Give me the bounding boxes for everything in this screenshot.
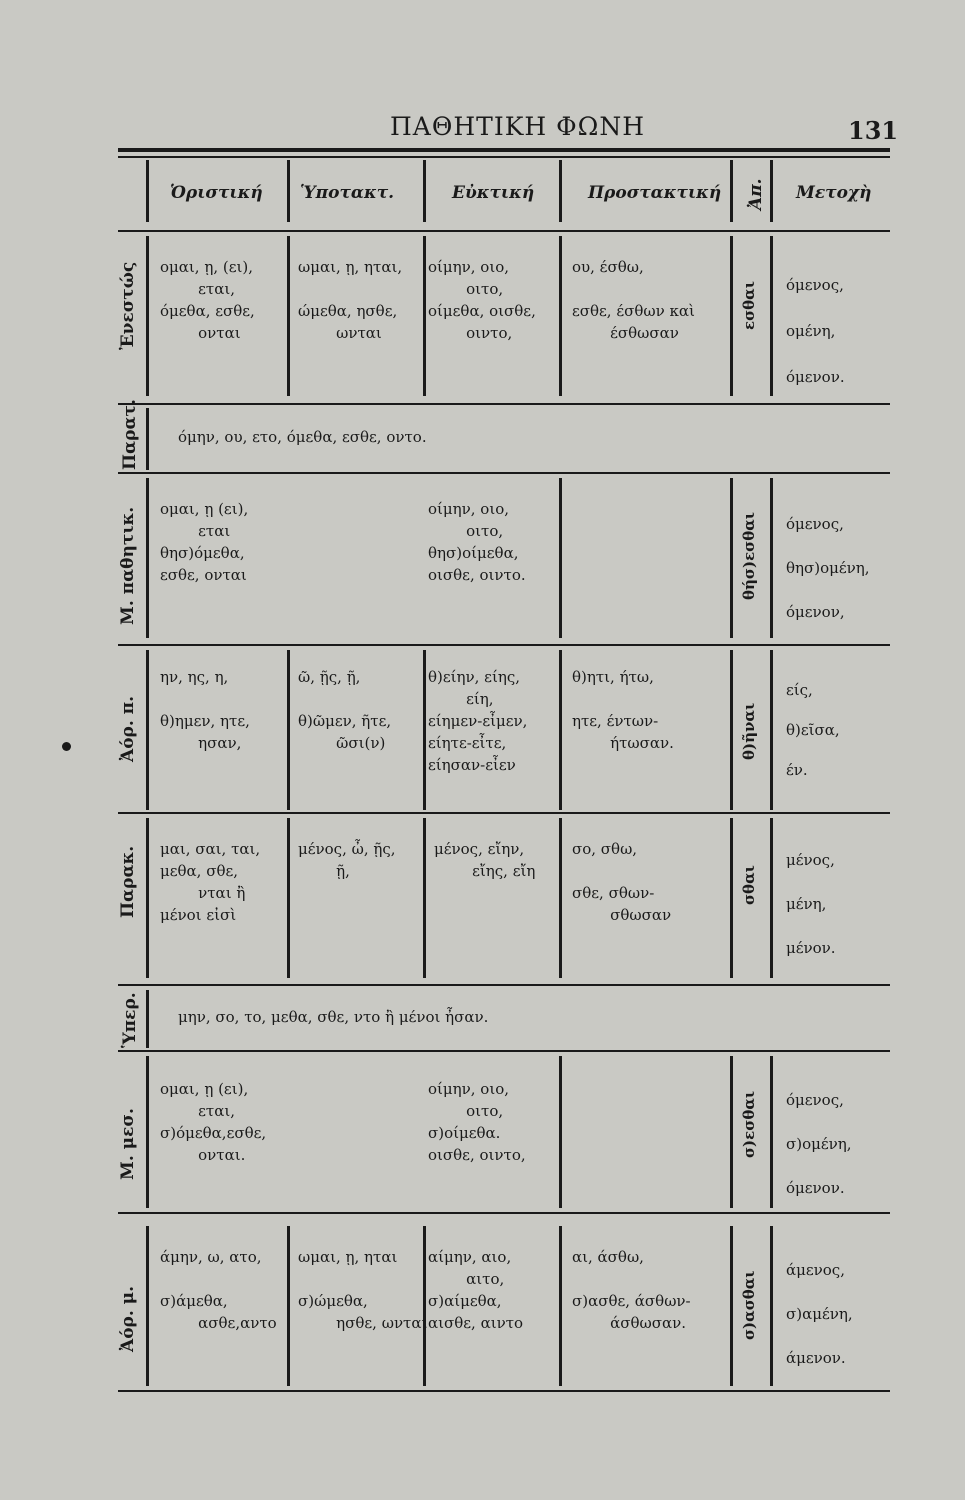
col-line [770, 818, 773, 978]
col-line [146, 236, 149, 396]
aoristos-mes-prostaktiki: αι, άσθω, σ)ασθε, άσθων- άσθωσαν. [572, 1248, 691, 1332]
parakeimenos-metoxi: μένος, μένη, μένον. [786, 851, 836, 957]
row-rule [118, 644, 890, 646]
mellon-mes-metoxi: όμενος, σ)ομένη, όμενον. [786, 1091, 852, 1197]
parakeimenos-prostaktiki: σο, σθω, σθε, σθων- σθωσαν [572, 840, 672, 924]
col-line [146, 1056, 149, 1208]
enestos-oristiki: ομαι, ῃ, (ει), εται, όμεθα, εσθε, ονται [160, 258, 255, 342]
row-rule [118, 1050, 890, 1052]
mellon-path-oristiki: ομαι, ῃ (ει), εται θησ)όμεθα, εσθε, ονται [160, 500, 249, 584]
aoristos-path-oristiki: ην, ης, η, θ)ημεν, ητε, ησαν, [160, 668, 250, 752]
header-oristiki: Ὁριστική [170, 183, 263, 203]
bottom-rule [118, 1390, 890, 1392]
col-line [730, 478, 733, 638]
col-line-1 [146, 160, 149, 222]
aoristos-mes-ypotakt: ωμαι, ῃ, ηται σ)ώμεθα, ησθε, ωνται [298, 1248, 428, 1332]
col-line [730, 1056, 733, 1208]
col-line-2 [287, 160, 290, 222]
enestos-ypotakt: ωμαι, ῃ, ηται, ώμεθα, ησθε, ωνται [298, 258, 403, 342]
header-prostaktiki: Προστακτική [588, 183, 722, 203]
aoristos-path-ypotakt: ῶ, ῇς, ῇ, θ)ῶμεν, ῆτε, ῶσι(ν) [298, 668, 392, 752]
header-bottom-rule [118, 230, 890, 232]
mellon-path-apar: θήσ)εσθαι [740, 511, 758, 600]
enestos-metoxi: όμενος, ομένη, όμενον. [786, 276, 845, 386]
col-line [559, 818, 562, 978]
col-line [770, 1056, 773, 1208]
top-rule-2 [118, 156, 890, 158]
col-line-6 [770, 160, 773, 222]
col-line [559, 1226, 562, 1386]
ypersyntelikos-line: μην, σο, το, μεθα, σθε, ντο ἢ μένοι ἦσαν. [178, 1008, 489, 1026]
row-label-ypersyntelikos: Ὑπερ. [120, 992, 140, 1048]
col-line [559, 236, 562, 396]
col-line [287, 818, 290, 978]
col-line [770, 478, 773, 638]
col-line [559, 650, 562, 810]
row-label-paratatikos: Παρατ. [120, 399, 140, 470]
col-line [146, 650, 149, 810]
col-line [146, 818, 149, 978]
row-rule [118, 984, 890, 986]
parakeimenos-apar: σθαι [740, 865, 758, 905]
row-label-parakeimenos: Παρακ. [118, 845, 138, 918]
aoristos-mes-metoxi: άμενος, σ)αμένη, άμενον. [786, 1261, 853, 1367]
col-line [287, 650, 290, 810]
col-line [770, 1226, 773, 1386]
paratatikos-line: όμην, ου, ετο, όμεθα, εσθε, οντο. [178, 428, 427, 446]
row-label-mellon-mes: Μ. μεσ. [118, 1108, 138, 1180]
row-label-mellon-path: Μ. παθητικ. [118, 506, 138, 625]
col-line [559, 478, 562, 638]
col-line [287, 236, 290, 396]
row-rule [118, 812, 890, 814]
header-metoxi: Μετοχὴ [796, 183, 872, 203]
page-number: 131 [848, 116, 899, 145]
aoristos-mes-apar: σ)ασθαι [740, 1270, 758, 1340]
mellon-mes-euktiki: οίμην, οιο, οιτο, σ)οίμεθα. οισθε, οιντο, [428, 1080, 526, 1164]
aoristos-path-apar: θ)ῆναι [740, 702, 758, 760]
row-rule [118, 1212, 890, 1214]
page-title: ΠΑΘΗΤΙΚΗ ΦΩΝΗ [390, 112, 646, 141]
col-line-5 [730, 160, 733, 222]
ink-dot [62, 742, 71, 751]
aoristos-path-prostaktiki: θ)ητι, ήτω, ητε, έντων- ήτωσαν. [572, 668, 674, 752]
enestos-apar: εσθαι [740, 281, 758, 330]
row-label-aoristos-mes: Ἀόρ. μ. [118, 1285, 138, 1352]
col-line [730, 650, 733, 810]
aoristos-path-metoxi: είς, θ)εῖσα, έν. [786, 681, 840, 779]
col-line [146, 408, 149, 470]
aoristos-path-euktiki: θ)είην, είης, είη, είημεν-εἶμεν, είητε-εἶτε, είησαν-εἶεν [428, 668, 528, 774]
col-line-3 [423, 160, 426, 222]
mellon-path-metoxi: όμενος, θησ)ομένη, όμενον, [786, 515, 870, 621]
col-line [730, 236, 733, 396]
col-line [146, 990, 149, 1048]
enestos-euktiki: οίμην, οιο, οιτο, οίμεθα, οισθε, οιντο, [428, 258, 536, 342]
col-line [770, 236, 773, 396]
col-line [730, 1226, 733, 1386]
aoristos-mes-euktiki: αίμην, αιο, αιτο, σ)αίμεθα, αισθε, αιντο [428, 1248, 524, 1332]
header-apar: Ἀπ. [746, 178, 766, 210]
parakeimenos-ypotakt: μένος, ὦ, ῇς, ῇ, [298, 840, 396, 880]
row-label-enestos: Ἐνεστώς [118, 261, 138, 350]
col-line [146, 478, 149, 638]
parakeimenos-euktiki: μένος, εἴην, εἴης, εἴη [434, 840, 536, 880]
aoristos-mes-oristiki: άμην, ω, ατο, σ)άμεθα, ασθε,αντο [160, 1248, 277, 1332]
enestos-prostaktiki: ου, έσθω, εσθε, έσθων καὶ έσθωσαν [572, 258, 695, 342]
mellon-mes-apar: σ)εσθαι [740, 1090, 758, 1158]
top-rule [118, 148, 890, 152]
row-rule [118, 403, 890, 405]
header-euktiki: Εὐκτική [452, 183, 535, 203]
row-rule [118, 472, 890, 474]
col-line [770, 650, 773, 810]
col-line [730, 818, 733, 978]
mellon-mes-oristiki: ομαι, ῃ (ει), εται, σ)όμεθα,εσθε, ονται. [160, 1080, 267, 1164]
col-line [423, 236, 426, 396]
col-line [146, 1226, 149, 1386]
col-line [423, 650, 426, 810]
row-label-aoristos-path: Ἀόρ. π. [118, 695, 138, 762]
parakeimenos-oristiki: μαι, σαι, ται, μεθα, σθε, νται ἢ μένοι εἰσὶ [160, 840, 261, 924]
header-ypotakt: Ὑποτακτ. [300, 183, 395, 203]
col-line [423, 818, 426, 978]
col-line [559, 1056, 562, 1208]
mellon-path-euktiki: οίμην, οιο, οιτο, θησ)οίμεθα, οισθε, οιντο. [428, 500, 526, 584]
col-line-4 [559, 160, 562, 222]
col-line [287, 1226, 290, 1386]
